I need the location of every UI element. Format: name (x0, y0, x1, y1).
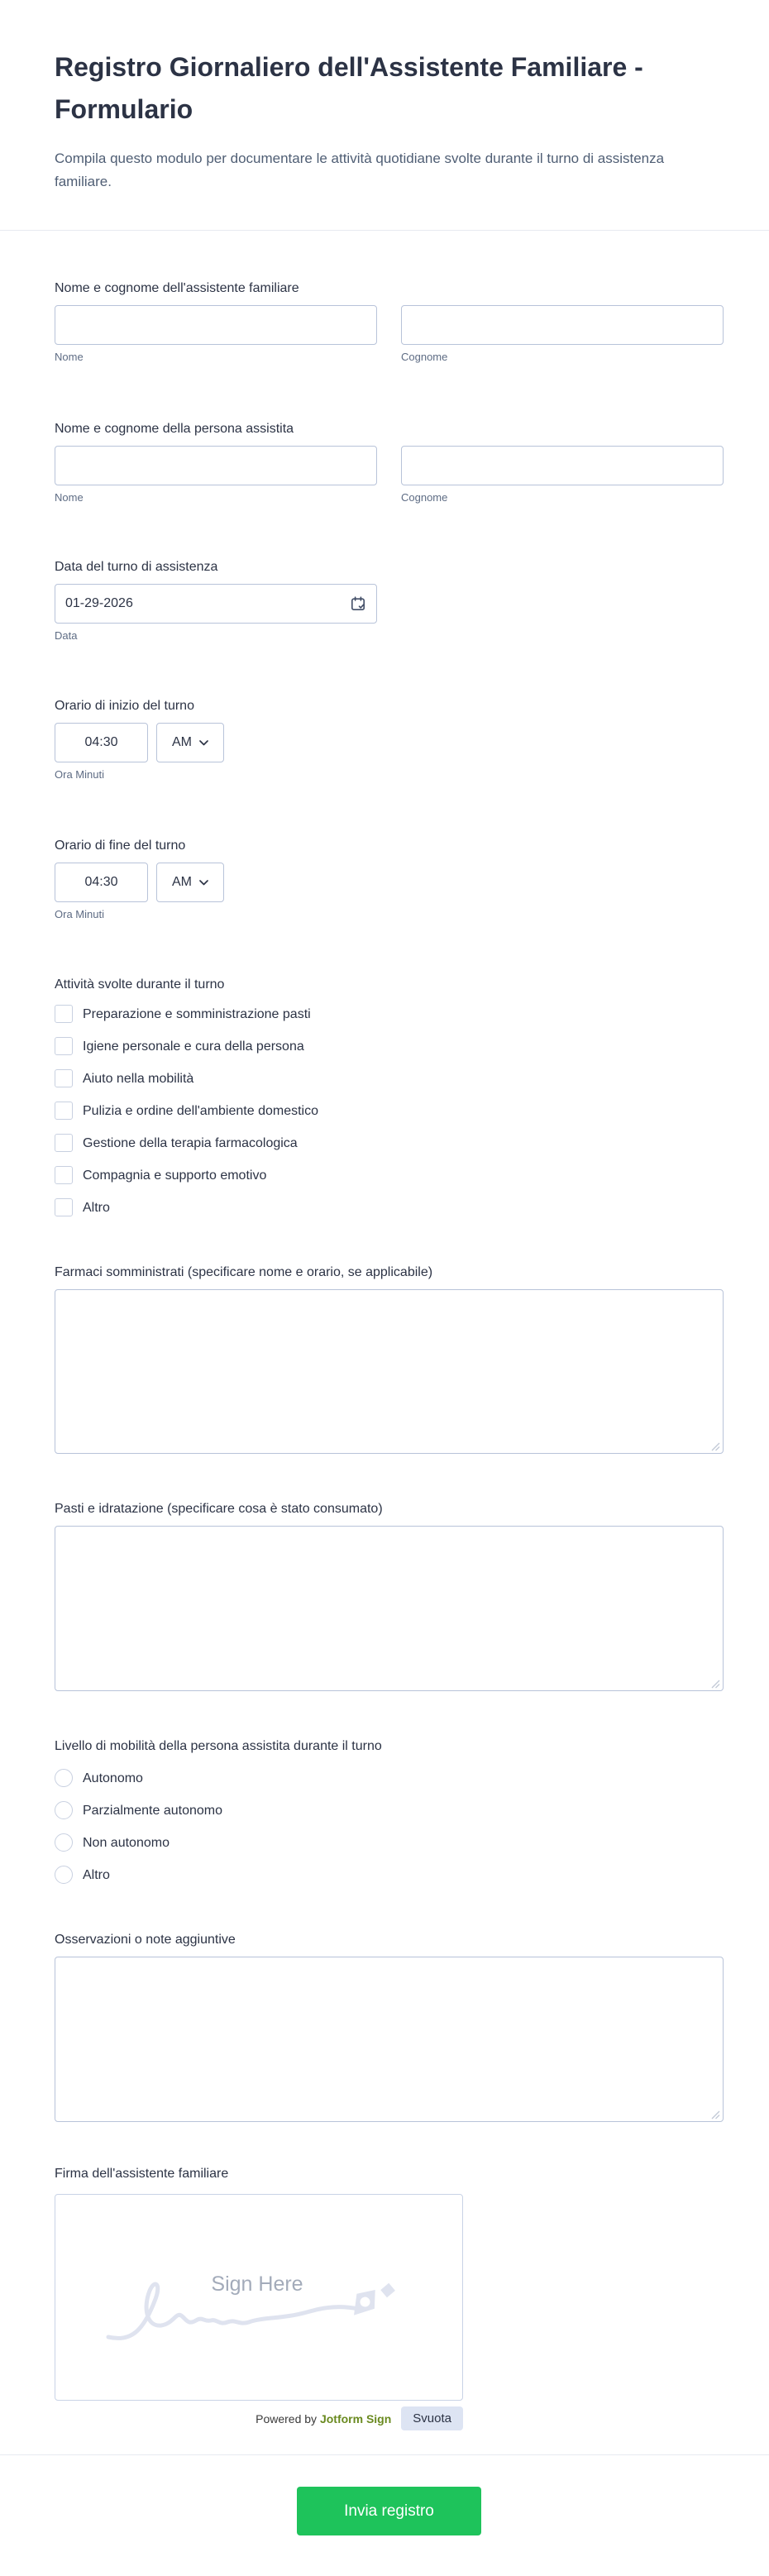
caregiver-last-name-input[interactable] (401, 305, 724, 345)
patient-last-name-input[interactable] (401, 446, 724, 485)
field-medications (55, 1264, 724, 1454)
chevron-down-icon (199, 735, 208, 750)
page-title: Registro Giornaliero dell'Assistente Familiare - Formulario (55, 52, 643, 124)
notes-textarea[interactable] (55, 1957, 724, 2122)
signature-pad[interactable] (55, 2194, 463, 2401)
time-sublabel: Ora Minuti (55, 908, 104, 920)
end-time-input[interactable] (55, 863, 148, 902)
checkbox[interactable] (55, 1134, 73, 1152)
footer-divider (0, 2454, 769, 2455)
pen-nib-icon (345, 2272, 396, 2325)
checkbox[interactable] (55, 1166, 73, 1184)
option-label: Altro (83, 1867, 110, 1882)
radio-option[interactable] (55, 1866, 724, 1884)
header-divider (0, 230, 769, 231)
last-name-sublabel: Cognome (401, 491, 448, 504)
field-activities (55, 976, 724, 1216)
field-patient-name (55, 420, 724, 504)
caregiver-first-name-input[interactable] (55, 305, 377, 345)
checkbox[interactable] (55, 1069, 73, 1087)
option-label: Autonomo (83, 1771, 143, 1785)
field-label: Orario di inizio del turno (55, 699, 194, 713)
submit-button[interactable]: Invia registro (297, 2487, 481, 2535)
medications-textarea[interactable] (55, 1289, 724, 1454)
field-label: Attività svolte durante il turno (55, 977, 225, 992)
field-label: Firma dell'assistente familiare (55, 2167, 229, 2181)
first-name-sublabel: Nome (55, 491, 84, 504)
powered-by-text: Powered by Jotform Sign (256, 2411, 392, 2425)
shift-date-input[interactable] (55, 584, 377, 624)
checkbox[interactable] (55, 1198, 73, 1216)
date-sublabel: Data (55, 629, 78, 642)
meals-textarea[interactable] (55, 1526, 724, 1691)
chevron-down-icon (199, 875, 208, 890)
checkbox-option[interactable] (55, 1005, 724, 1023)
checkbox[interactable] (55, 1037, 73, 1055)
field-label: Data del turno di assistenza (55, 560, 218, 574)
field-notes (55, 1931, 724, 2122)
resize-grip-icon[interactable] (711, 1441, 720, 1450)
resize-grip-icon[interactable] (711, 2109, 720, 2118)
time-sublabel: Ora Minuti (55, 768, 104, 781)
field-label: Nome e cognome dell'assistente familiare (55, 281, 299, 295)
radio-option[interactable] (55, 1801, 724, 1819)
option-label: Compagnia e supporto emotivo (83, 1168, 267, 1183)
radio-option[interactable] (55, 1833, 724, 1852)
radio-button[interactable] (55, 1866, 73, 1884)
ampm-value: AM (172, 875, 192, 889)
radio-button[interactable] (55, 1833, 73, 1852)
radio-button[interactable] (55, 1769, 73, 1787)
field-shift-start (55, 697, 724, 781)
checkbox-option[interactable] (55, 1037, 724, 1055)
patient-first-name-input[interactable] (55, 446, 377, 485)
field-label: Osservazioni o note aggiuntive (55, 1933, 236, 1947)
field-signature (55, 2165, 724, 2430)
field-label: Farmaci somministrati (specificare nome e orario, se applicabile) (55, 1265, 433, 1279)
calendar-check-icon[interactable] (350, 595, 366, 612)
field-shift-date (55, 558, 724, 643)
start-ampm-select[interactable] (156, 723, 224, 762)
form-header (0, 0, 769, 194)
start-time-input[interactable] (55, 723, 148, 762)
field-label: Orario di fine del turno (55, 839, 186, 853)
radio-option[interactable] (55, 1769, 724, 1787)
ampm-value: AM (172, 735, 192, 749)
resize-grip-icon[interactable] (711, 1678, 720, 1687)
checkbox[interactable] (55, 1005, 73, 1023)
end-ampm-select[interactable] (156, 863, 224, 902)
option-label: Gestione della terapia farmacologica (83, 1135, 298, 1150)
checkbox-option[interactable] (55, 1166, 724, 1184)
checkbox-option[interactable] (55, 1134, 724, 1152)
option-label: Pulizia e ordine dell'ambiente domestico (83, 1103, 318, 1118)
first-name-sublabel: Nome (55, 351, 84, 363)
field-label: Livello di mobilità della persona assistita durante il turno (55, 1739, 382, 1753)
field-label: Pasti e idratazione (specificare cosa è stato consumato) (55, 1502, 383, 1516)
jotform-sign-brand: Jotform Sign (319, 2411, 392, 2425)
option-label: Aiuto nella mobilità (83, 1071, 194, 1086)
field-label: Nome e cognome della persona assistita (55, 422, 294, 436)
checkbox[interactable] (55, 1102, 73, 1120)
checkbox-option[interactable] (55, 1069, 724, 1087)
option-label: Preparazione e somministrazione pasti (83, 1006, 311, 1021)
clear-signature-button[interactable]: Svuota (401, 2406, 463, 2430)
sign-here-text: Sign Here (211, 2273, 303, 2296)
field-caregiver-name (55, 280, 724, 364)
field-mobility (55, 1737, 724, 1884)
radio-button[interactable] (55, 1801, 73, 1819)
bottom-spacer (0, 2535, 769, 2576)
page-subtitle: Compila questo modulo per documentare le attività quotidiane svolte durante il turno di assistenza familiare. (55, 151, 665, 189)
field-shift-end (55, 837, 724, 921)
checkbox-option[interactable] (55, 1198, 724, 1216)
option-label: Igiene personale e cura della persona (83, 1039, 304, 1054)
option-label: Altro (83, 1200, 110, 1215)
last-name-sublabel: Cognome (401, 351, 448, 363)
submit-row (55, 2487, 724, 2535)
option-label: Parzialmente autonomo (83, 1803, 222, 1818)
field-meals (55, 1500, 724, 1691)
option-label: Non autonomo (83, 1835, 170, 1850)
form-body (0, 280, 769, 2430)
checkbox-option[interactable] (55, 1102, 724, 1120)
